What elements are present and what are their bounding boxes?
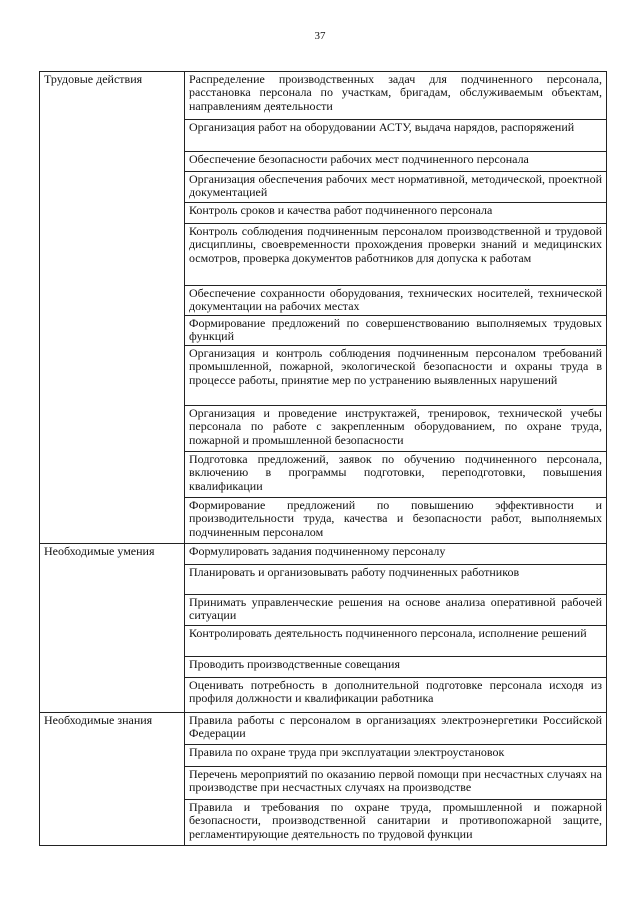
table-cell: Проводить производственные совещания — [185, 657, 607, 678]
table-cell: Обеспечение сохранности оборудования, технических носителей, технической документации на рабочих местах — [185, 286, 607, 316]
table-cell: Формулировать задания подчиненному персоналу — [185, 544, 607, 565]
section-label-labor-actions: Трудовые действия — [40, 72, 185, 544]
table-cell: Организация и контроль соблюдения подчиненным персоналом требований промышленной, пожарной, экологической безопасности и охраны труда в процессе работы, принятие мер по устранению выявленных нарушений — [185, 346, 607, 406]
table-cell: Подготовка предложений, заявок по обучению подчиненного персонала, включению в программы подготовки, переподготовки, повышения квалификации — [185, 452, 607, 498]
table-cell: Контролировать деятельность подчиненного персонала, исполнение решений — [185, 626, 607, 657]
table-cell: Принимать управленческие решения на основе анализа оперативной рабочей ситуации — [185, 595, 607, 626]
table-cell: Правила и требования по охране труда, промышленной и пожарной безопасности, производственной санитарии и противопожарной защите, регламентирующие деятельность по трудовой функции — [185, 800, 607, 846]
table-row — [40, 544, 607, 565]
table-row — [40, 72, 607, 120]
section-label-required-knowledge: Необходимые знания — [40, 713, 185, 846]
table-cell: Распределение производственных задач для подчиненного персонала, расстановка персонала по участкам, бригадам, обслуживаемым объектам, направлениям деятельности — [185, 72, 607, 120]
table-cell: Контроль соблюдения подчиненным персоналом производственной и трудовой дисциплины, своевременности прохождения проверки знаний и медицинских осмотров, проверка документов работников для допуска к работам — [185, 224, 607, 286]
table-cell: Формирование предложений по повышению эффективности и производительности труда, качества и безопасности работ, выполняемых подчиненным персоналом — [185, 498, 607, 544]
page-number: 37 — [314, 30, 326, 42]
table-row — [40, 713, 607, 745]
table-cell: Контроль сроков и качества работ подчиненного персонала — [185, 203, 607, 224]
table-cell: Планировать и организовывать работу подчиненных работников — [185, 565, 607, 595]
table-cell: Обеспечение безопасности рабочих мест подчиненного персонала — [185, 152, 607, 172]
table-cell: Правила работы с персоналом в организациях электроэнергетики Российской Федерации — [185, 713, 607, 745]
table-cell: Формирование предложений по совершенствованию выполняемых трудовых функций — [185, 316, 607, 346]
table-cell: Перечень мероприятий по оказанию первой помощи при несчастных случаях на производстве при несчастных случаях на производстве — [185, 767, 607, 800]
table-cell: Организация и проведение инструктажей, тренировок, технической учебы персонала по работе с закрепленным оборудованием, по охране труда, пожарной и промышленной безопасности — [185, 406, 607, 452]
table-cell: Правила по охране труда при эксплуатации электроустановок — [185, 745, 607, 767]
table-cell: Оценивать потребность в дополнительной подготовке персонала исходя из профиля должности и квалификации работника — [185, 678, 607, 713]
job-functions-table — [39, 71, 607, 846]
table-cell: Организация обеспечения рабочих мест нормативной, методической, проектной документацией — [185, 172, 607, 203]
section-label-required-skills: Необходимые умения — [40, 544, 185, 713]
table-cell: Организация работ на оборудовании АСТУ, выдача нарядов, распоряжений — [185, 120, 607, 152]
